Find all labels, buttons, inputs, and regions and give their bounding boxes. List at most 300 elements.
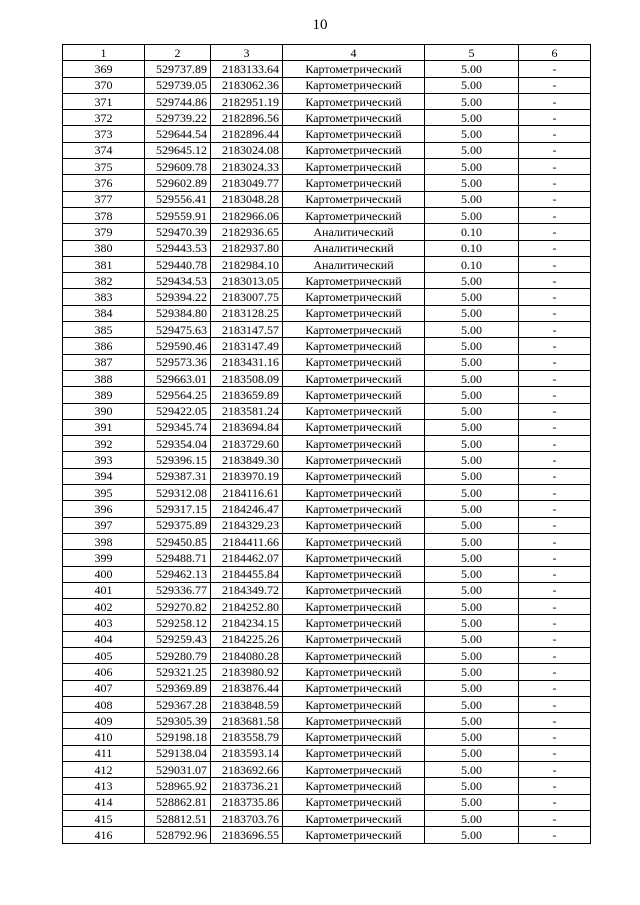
point-number-cell: 389 — [63, 387, 145, 403]
accuracy-cell: 5.00 — [425, 61, 519, 77]
point-number-cell: 402 — [63, 599, 145, 615]
accuracy-cell: 5.00 — [425, 810, 519, 826]
x-coordinate-cell: 529317.15 — [145, 501, 211, 517]
table-row — [63, 77, 591, 93]
x-coordinate-cell: 529280.79 — [145, 647, 211, 663]
table-row — [63, 159, 591, 175]
method-cell: Картометрический — [283, 436, 425, 452]
accuracy-cell: 5.00 — [425, 745, 519, 761]
method-cell: Аналитический — [283, 256, 425, 272]
point-number-cell: 413 — [63, 778, 145, 794]
method-cell: Картометрический — [283, 631, 425, 647]
x-coordinate-cell: 529739.05 — [145, 77, 211, 93]
method-cell: Картометрический — [283, 110, 425, 126]
remark-cell: - — [519, 207, 591, 223]
method-cell: Аналитический — [283, 240, 425, 256]
table-row — [63, 468, 591, 484]
table-row — [63, 810, 591, 826]
y-coordinate-cell: 2183694.84 — [211, 419, 283, 435]
method-cell: Картометрический — [283, 338, 425, 354]
table-row — [63, 126, 591, 142]
x-coordinate-cell: 529470.39 — [145, 224, 211, 240]
accuracy-cell: 5.00 — [425, 436, 519, 452]
remark-cell: - — [519, 713, 591, 729]
remark-cell: - — [519, 696, 591, 712]
point-number-cell: 408 — [63, 696, 145, 712]
accuracy-cell: 5.00 — [425, 419, 519, 435]
y-coordinate-cell: 2184116.61 — [211, 485, 283, 501]
accuracy-cell: 5.00 — [425, 110, 519, 126]
method-cell: Картометрический — [283, 485, 425, 501]
point-number-cell: 381 — [63, 256, 145, 272]
method-cell: Картометрический — [283, 159, 425, 175]
remark-cell: - — [519, 338, 591, 354]
table-row — [63, 338, 591, 354]
method-cell: Картометрический — [283, 762, 425, 778]
point-number-cell: 385 — [63, 322, 145, 338]
x-coordinate-cell: 529396.15 — [145, 452, 211, 468]
remark-cell: - — [519, 370, 591, 386]
x-coordinate-cell: 529434.53 — [145, 273, 211, 289]
table-row — [63, 305, 591, 321]
accuracy-cell: 5.00 — [425, 713, 519, 729]
table-row — [63, 256, 591, 272]
point-number-cell: 393 — [63, 452, 145, 468]
remark-cell: - — [519, 142, 591, 158]
table-row — [63, 762, 591, 778]
y-coordinate-cell: 2182896.44 — [211, 126, 283, 142]
y-coordinate-cell: 2184225.26 — [211, 631, 283, 647]
remark-cell: - — [519, 615, 591, 631]
point-number-cell: 400 — [63, 566, 145, 582]
accuracy-cell: 5.00 — [425, 827, 519, 843]
remark-cell: - — [519, 191, 591, 207]
point-number-cell: 398 — [63, 533, 145, 549]
x-coordinate-cell: 529354.04 — [145, 436, 211, 452]
x-coordinate-cell: 529138.04 — [145, 745, 211, 761]
y-coordinate-cell: 2184411.66 — [211, 533, 283, 549]
point-number-cell: 395 — [63, 485, 145, 501]
y-coordinate-cell: 2184080.28 — [211, 647, 283, 663]
y-coordinate-cell: 2183735.86 — [211, 794, 283, 810]
accuracy-cell: 5.00 — [425, 582, 519, 598]
method-cell: Картометрический — [283, 810, 425, 826]
accuracy-cell: 5.00 — [425, 647, 519, 663]
remark-cell: - — [519, 452, 591, 468]
y-coordinate-cell: 2183024.33 — [211, 159, 283, 175]
table-header-row — [63, 45, 591, 61]
method-cell: Картометрический — [283, 305, 425, 321]
x-coordinate-cell: 529644.54 — [145, 126, 211, 142]
y-coordinate-cell: 2184329.23 — [211, 517, 283, 533]
x-coordinate-cell: 529336.77 — [145, 582, 211, 598]
method-cell: Картометрический — [283, 93, 425, 109]
point-number-cell: 374 — [63, 142, 145, 158]
x-coordinate-cell: 529573.36 — [145, 354, 211, 370]
point-number-cell: 414 — [63, 794, 145, 810]
remark-cell: - — [519, 403, 591, 419]
accuracy-cell: 5.00 — [425, 485, 519, 501]
x-coordinate-cell: 528862.81 — [145, 794, 211, 810]
y-coordinate-cell: 2183431.16 — [211, 354, 283, 370]
remark-cell: - — [519, 61, 591, 77]
y-coordinate-cell: 2182984.10 — [211, 256, 283, 272]
x-coordinate-cell: 529369.89 — [145, 680, 211, 696]
point-number-cell: 370 — [63, 77, 145, 93]
remark-cell: - — [519, 110, 591, 126]
x-coordinate-cell: 529198.18 — [145, 729, 211, 745]
column-header: 1 — [63, 45, 145, 61]
table-row — [63, 485, 591, 501]
method-cell: Картометрический — [283, 778, 425, 794]
point-number-cell: 373 — [63, 126, 145, 142]
y-coordinate-cell: 2183147.57 — [211, 322, 283, 338]
x-coordinate-cell: 529450.85 — [145, 533, 211, 549]
point-number-cell: 407 — [63, 680, 145, 696]
method-cell: Картометрический — [283, 322, 425, 338]
x-coordinate-cell: 529384.80 — [145, 305, 211, 321]
accuracy-cell: 5.00 — [425, 387, 519, 403]
table-row — [63, 794, 591, 810]
point-number-cell: 386 — [63, 338, 145, 354]
accuracy-cell: 5.00 — [425, 273, 519, 289]
y-coordinate-cell: 2183013.05 — [211, 273, 283, 289]
point-number-cell: 376 — [63, 175, 145, 191]
point-number-cell: 399 — [63, 550, 145, 566]
accuracy-cell: 5.00 — [425, 126, 519, 142]
x-coordinate-cell: 529367.28 — [145, 696, 211, 712]
x-coordinate-cell: 529590.46 — [145, 338, 211, 354]
accuracy-cell: 5.00 — [425, 729, 519, 745]
point-number-cell: 369 — [63, 61, 145, 77]
remark-cell: - — [519, 77, 591, 93]
method-cell: Картометрический — [283, 468, 425, 484]
x-coordinate-cell: 529422.05 — [145, 403, 211, 419]
x-coordinate-cell: 529609.78 — [145, 159, 211, 175]
accuracy-cell: 5.00 — [425, 762, 519, 778]
method-cell: Картометрический — [283, 566, 425, 582]
y-coordinate-cell: 2183970.19 — [211, 468, 283, 484]
point-number-cell: 371 — [63, 93, 145, 109]
point-number-cell: 392 — [63, 436, 145, 452]
point-number-cell: 391 — [63, 419, 145, 435]
table-row — [63, 680, 591, 696]
point-number-cell: 372 — [63, 110, 145, 126]
accuracy-cell: 5.00 — [425, 794, 519, 810]
point-number-cell: 401 — [63, 582, 145, 598]
point-number-cell: 403 — [63, 615, 145, 631]
method-cell: Картометрический — [283, 370, 425, 386]
remark-cell: - — [519, 647, 591, 663]
table-row — [63, 110, 591, 126]
point-number-cell: 377 — [63, 191, 145, 207]
remark-cell: - — [519, 794, 591, 810]
remark-cell: - — [519, 680, 591, 696]
accuracy-cell: 5.00 — [425, 305, 519, 321]
method-cell: Картометрический — [283, 794, 425, 810]
y-coordinate-cell: 2184252.80 — [211, 599, 283, 615]
table-row — [63, 289, 591, 305]
method-cell: Картометрический — [283, 273, 425, 289]
accuracy-cell: 5.00 — [425, 289, 519, 305]
accuracy-cell: 5.00 — [425, 631, 519, 647]
table-row — [63, 436, 591, 452]
method-cell: Картометрический — [283, 191, 425, 207]
method-cell: Картометрический — [283, 713, 425, 729]
method-cell: Картометрический — [283, 289, 425, 305]
x-coordinate-cell: 529031.07 — [145, 762, 211, 778]
remark-cell: - — [519, 436, 591, 452]
table-row — [63, 207, 591, 223]
method-cell: Картометрический — [283, 827, 425, 843]
remark-cell: - — [519, 582, 591, 598]
y-coordinate-cell: 2183558.79 — [211, 729, 283, 745]
table-row — [63, 501, 591, 517]
accuracy-cell: 5.00 — [425, 533, 519, 549]
column-header: 4 — [283, 45, 425, 61]
y-coordinate-cell: 2184234.15 — [211, 615, 283, 631]
method-cell: Картометрический — [283, 77, 425, 93]
point-number-cell: 380 — [63, 240, 145, 256]
table-row — [63, 93, 591, 109]
accuracy-cell: 5.00 — [425, 159, 519, 175]
x-coordinate-cell: 529312.08 — [145, 485, 211, 501]
remark-cell: - — [519, 322, 591, 338]
remark-cell: - — [519, 273, 591, 289]
x-coordinate-cell: 529345.74 — [145, 419, 211, 435]
point-number-cell: 384 — [63, 305, 145, 321]
y-coordinate-cell: 2183048.28 — [211, 191, 283, 207]
method-cell: Картометрический — [283, 680, 425, 696]
method-cell: Картометрический — [283, 419, 425, 435]
point-number-cell: 375 — [63, 159, 145, 175]
accuracy-cell: 5.00 — [425, 517, 519, 533]
y-coordinate-cell: 2184462.07 — [211, 550, 283, 566]
point-number-cell: 416 — [63, 827, 145, 843]
remark-cell: - — [519, 599, 591, 615]
x-coordinate-cell: 529564.25 — [145, 387, 211, 403]
table-row — [63, 582, 591, 598]
point-number-cell: 383 — [63, 289, 145, 305]
method-cell: Картометрический — [283, 354, 425, 370]
y-coordinate-cell: 2184349.72 — [211, 582, 283, 598]
point-number-cell: 410 — [63, 729, 145, 745]
accuracy-cell: 5.00 — [425, 142, 519, 158]
method-cell: Картометрический — [283, 550, 425, 566]
method-cell: Картометрический — [283, 647, 425, 663]
x-coordinate-cell: 529737.89 — [145, 61, 211, 77]
x-coordinate-cell: 529258.12 — [145, 615, 211, 631]
remark-cell: - — [519, 305, 591, 321]
accuracy-cell: 5.00 — [425, 778, 519, 794]
y-coordinate-cell: 2183681.58 — [211, 713, 283, 729]
y-coordinate-cell: 2183133.64 — [211, 61, 283, 77]
point-number-cell: 382 — [63, 273, 145, 289]
table-row — [63, 191, 591, 207]
x-coordinate-cell: 529739.22 — [145, 110, 211, 126]
accuracy-cell: 0.10 — [425, 256, 519, 272]
y-coordinate-cell: 2182951.19 — [211, 93, 283, 109]
remark-cell: - — [519, 827, 591, 843]
y-coordinate-cell: 2183128.25 — [211, 305, 283, 321]
y-coordinate-cell: 2183696.55 — [211, 827, 283, 843]
y-coordinate-cell: 2182937.80 — [211, 240, 283, 256]
table-row — [63, 419, 591, 435]
accuracy-cell: 5.00 — [425, 77, 519, 93]
y-coordinate-cell: 2183729.60 — [211, 436, 283, 452]
x-coordinate-cell: 529270.82 — [145, 599, 211, 615]
x-coordinate-cell: 529321.25 — [145, 664, 211, 680]
x-coordinate-cell: 529488.71 — [145, 550, 211, 566]
method-cell: Картометрический — [283, 207, 425, 223]
y-coordinate-cell: 2183849.30 — [211, 452, 283, 468]
y-coordinate-cell: 2183703.76 — [211, 810, 283, 826]
point-number-cell: 412 — [63, 762, 145, 778]
point-number-cell: 379 — [63, 224, 145, 240]
table-row — [63, 354, 591, 370]
remark-cell: - — [519, 224, 591, 240]
table-row — [63, 550, 591, 566]
method-cell: Картометрический — [283, 126, 425, 142]
table-row — [63, 370, 591, 386]
table-row — [63, 61, 591, 77]
remark-cell: - — [519, 762, 591, 778]
x-coordinate-cell: 528965.92 — [145, 778, 211, 794]
accuracy-cell: 5.00 — [425, 207, 519, 223]
point-number-cell: 390 — [63, 403, 145, 419]
accuracy-cell: 0.10 — [425, 240, 519, 256]
page-number: 10 — [312, 17, 328, 33]
y-coordinate-cell: 2182966.06 — [211, 207, 283, 223]
x-coordinate-cell: 529387.31 — [145, 468, 211, 484]
column-header: 3 — [211, 45, 283, 61]
table-row — [63, 566, 591, 582]
method-cell: Картометрический — [283, 175, 425, 191]
table-row — [63, 452, 591, 468]
column-header: 2 — [145, 45, 211, 61]
remark-cell: - — [519, 93, 591, 109]
table-row — [63, 745, 591, 761]
accuracy-cell: 5.00 — [425, 680, 519, 696]
remark-cell: - — [519, 159, 591, 175]
method-cell: Картометрический — [283, 729, 425, 745]
y-coordinate-cell: 2183848.59 — [211, 696, 283, 712]
y-coordinate-cell: 2183062.36 — [211, 77, 283, 93]
table-row — [63, 631, 591, 647]
table-row — [63, 664, 591, 680]
y-coordinate-cell: 2183508.09 — [211, 370, 283, 386]
method-cell: Картометрический — [283, 599, 425, 615]
remark-cell: - — [519, 810, 591, 826]
x-coordinate-cell: 528812.51 — [145, 810, 211, 826]
accuracy-cell: 5.00 — [425, 370, 519, 386]
method-cell: Картометрический — [283, 533, 425, 549]
method-cell: Картометрический — [283, 501, 425, 517]
point-number-cell: 405 — [63, 647, 145, 663]
point-number-cell: 406 — [63, 664, 145, 680]
point-number-cell: 378 — [63, 207, 145, 223]
accuracy-cell: 5.00 — [425, 615, 519, 631]
accuracy-cell: 5.00 — [425, 664, 519, 680]
y-coordinate-cell: 2183007.75 — [211, 289, 283, 305]
method-cell: Картометрический — [283, 582, 425, 598]
remark-cell: - — [519, 533, 591, 549]
point-number-cell: 397 — [63, 517, 145, 533]
y-coordinate-cell: 2182936.65 — [211, 224, 283, 240]
x-coordinate-cell: 529305.39 — [145, 713, 211, 729]
table-row — [63, 240, 591, 256]
method-cell: Картометрический — [283, 615, 425, 631]
remark-cell: - — [519, 517, 591, 533]
method-cell: Картометрический — [283, 664, 425, 680]
method-cell: Картометрический — [283, 696, 425, 712]
y-coordinate-cell: 2183147.49 — [211, 338, 283, 354]
point-number-cell: 394 — [63, 468, 145, 484]
method-cell: Картометрический — [283, 517, 425, 533]
point-number-cell: 387 — [63, 354, 145, 370]
y-coordinate-cell: 2183736.21 — [211, 778, 283, 794]
accuracy-cell: 5.00 — [425, 599, 519, 615]
x-coordinate-cell: 529462.13 — [145, 566, 211, 582]
y-coordinate-cell: 2183692.66 — [211, 762, 283, 778]
table-row — [63, 647, 591, 663]
remark-cell: - — [519, 289, 591, 305]
method-cell: Картометрический — [283, 745, 425, 761]
table-row — [63, 517, 591, 533]
table-row — [63, 387, 591, 403]
y-coordinate-cell: 2183876.44 — [211, 680, 283, 696]
point-number-cell: 409 — [63, 713, 145, 729]
remark-cell: - — [519, 354, 591, 370]
method-cell: Картометрический — [283, 142, 425, 158]
accuracy-cell: 5.00 — [425, 696, 519, 712]
x-coordinate-cell: 529645.12 — [145, 142, 211, 158]
remark-cell: - — [519, 419, 591, 435]
point-number-cell: 411 — [63, 745, 145, 761]
point-number-cell: 415 — [63, 810, 145, 826]
x-coordinate-cell: 529394.22 — [145, 289, 211, 305]
remark-cell: - — [519, 501, 591, 517]
table-row — [63, 175, 591, 191]
column-header: 5 — [425, 45, 519, 61]
y-coordinate-cell: 2184455.84 — [211, 566, 283, 582]
remark-cell: - — [519, 468, 591, 484]
y-coordinate-cell: 2183593.14 — [211, 745, 283, 761]
table-row — [63, 599, 591, 615]
accuracy-cell: 5.00 — [425, 322, 519, 338]
method-cell: Картометрический — [283, 452, 425, 468]
accuracy-cell: 5.00 — [425, 566, 519, 582]
accuracy-cell: 5.00 — [425, 501, 519, 517]
table-row — [63, 142, 591, 158]
x-coordinate-cell: 529443.53 — [145, 240, 211, 256]
y-coordinate-cell: 2183049.77 — [211, 175, 283, 191]
method-cell: Картометрический — [283, 61, 425, 77]
table-row — [63, 827, 591, 843]
accuracy-cell: 5.00 — [425, 93, 519, 109]
accuracy-cell: 5.00 — [425, 175, 519, 191]
accuracy-cell: 5.00 — [425, 452, 519, 468]
y-coordinate-cell: 2183581.24 — [211, 403, 283, 419]
remark-cell: - — [519, 550, 591, 566]
remark-cell: - — [519, 778, 591, 794]
table-row — [63, 615, 591, 631]
y-coordinate-cell: 2184246.47 — [211, 501, 283, 517]
accuracy-cell: 5.00 — [425, 403, 519, 419]
x-coordinate-cell: 529440.78 — [145, 256, 211, 272]
accuracy-cell: 5.00 — [425, 354, 519, 370]
accuracy-cell: 5.00 — [425, 338, 519, 354]
